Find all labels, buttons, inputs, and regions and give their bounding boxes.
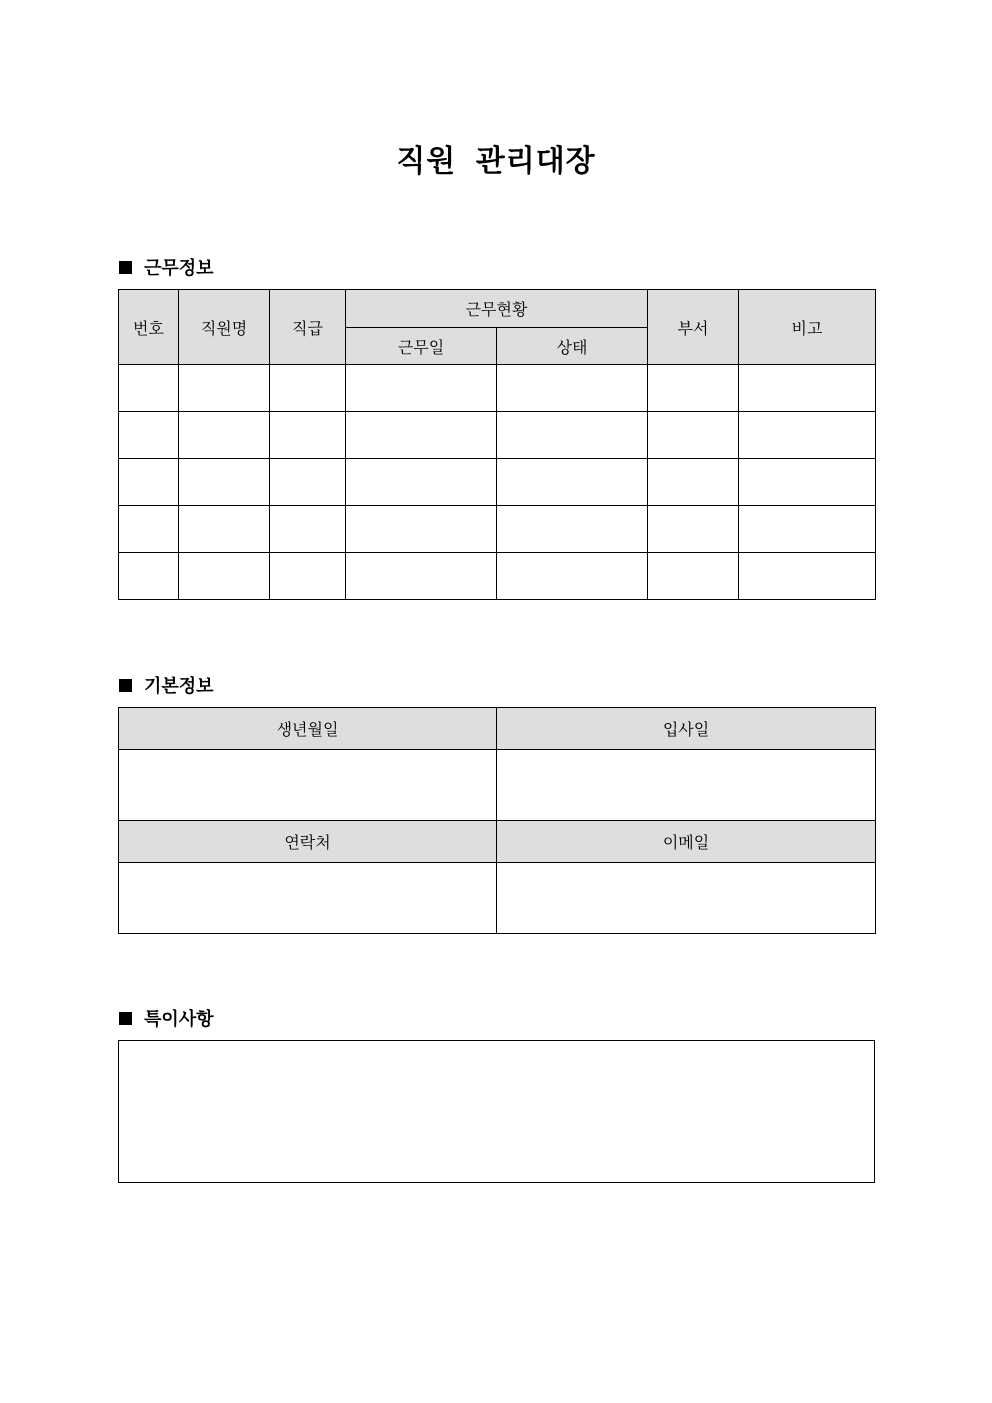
remarks-heading-label: 특이사항 [144, 1009, 214, 1030]
header-no: 번호 [119, 290, 179, 365]
cell-no[interactable] [119, 506, 179, 553]
cell-note[interactable] [739, 412, 876, 459]
cell-rank[interactable] [270, 365, 346, 412]
header-work-day: 근무일 [346, 328, 497, 365]
basic-info-heading [119, 672, 214, 698]
cell-name[interactable] [179, 365, 270, 412]
cell-work-day[interactable] [346, 553, 497, 600]
cell-rank[interactable] [270, 553, 346, 600]
remarks-heading [119, 1005, 214, 1031]
cell-work-day[interactable] [346, 365, 497, 412]
email-label: 이메일 [497, 821, 876, 863]
header-state: 상태 [497, 328, 648, 365]
work-info-heading-label: 근무정보 [144, 258, 214, 279]
table-row [119, 412, 876, 459]
hire-date-field[interactable] [497, 750, 876, 821]
cell-dept[interactable] [648, 365, 739, 412]
contact-field[interactable] [119, 863, 497, 934]
hire-date-label: 입사일 [497, 708, 876, 750]
basic-info-table [118, 707, 876, 934]
header-note: 비고 [739, 290, 876, 365]
cell-work-day[interactable] [346, 412, 497, 459]
cell-no[interactable] [119, 459, 179, 506]
square-bullet-icon [119, 1012, 132, 1025]
table-row [119, 459, 876, 506]
page-title: 직원 관리대장 [396, 144, 596, 179]
remarks-field[interactable] [118, 1040, 875, 1183]
basic-info-heading-label: 기본정보 [144, 676, 214, 697]
birth-date-label: 생년월일 [119, 708, 497, 750]
table-row [119, 365, 876, 412]
cell-name[interactable] [179, 506, 270, 553]
cell-note[interactable] [739, 459, 876, 506]
email-field[interactable] [497, 863, 876, 934]
cell-rank[interactable] [270, 506, 346, 553]
cell-rank[interactable] [270, 459, 346, 506]
cell-state[interactable] [497, 459, 648, 506]
cell-state[interactable] [497, 553, 648, 600]
cell-dept[interactable] [648, 506, 739, 553]
work-info-table [118, 289, 876, 600]
cell-no[interactable] [119, 553, 179, 600]
work-info-heading [119, 254, 214, 280]
cell-dept[interactable] [648, 459, 739, 506]
cell-name[interactable] [179, 459, 270, 506]
cell-state[interactable] [497, 506, 648, 553]
header-dept: 부서 [648, 290, 739, 365]
square-bullet-icon [119, 679, 132, 692]
cell-work-day[interactable] [346, 506, 497, 553]
header-rank: 직급 [270, 290, 346, 365]
cell-name[interactable] [179, 553, 270, 600]
cell-note[interactable] [739, 553, 876, 600]
header-name: 직원명 [179, 290, 270, 365]
cell-no[interactable] [119, 365, 179, 412]
cell-no[interactable] [119, 412, 179, 459]
cell-note[interactable] [739, 506, 876, 553]
contact-label: 연락처 [119, 821, 497, 863]
cell-state[interactable] [497, 412, 648, 459]
birth-date-field[interactable] [119, 750, 497, 821]
table-row [119, 506, 876, 553]
square-bullet-icon [119, 261, 132, 274]
header-work-status: 근무현황 [346, 290, 648, 328]
cell-rank[interactable] [270, 412, 346, 459]
cell-note[interactable] [739, 365, 876, 412]
table-row [119, 553, 876, 600]
cell-dept[interactable] [648, 412, 739, 459]
cell-name[interactable] [179, 412, 270, 459]
cell-work-day[interactable] [346, 459, 497, 506]
cell-dept[interactable] [648, 553, 739, 600]
cell-state[interactable] [497, 365, 648, 412]
